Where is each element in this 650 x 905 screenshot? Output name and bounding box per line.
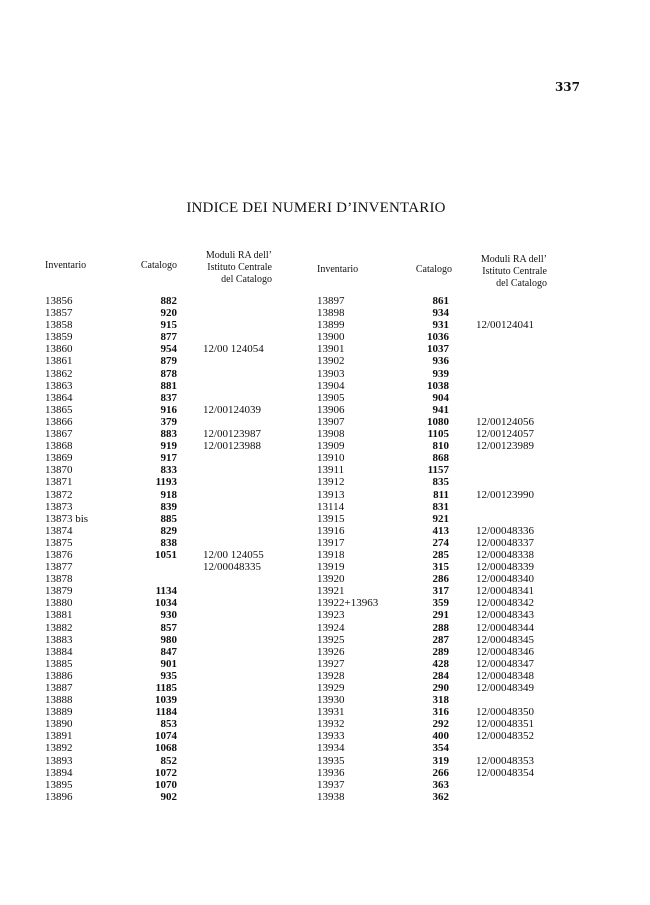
- table-row: [45, 622, 345, 634]
- catalogo-cell: 901: [160, 657, 177, 670]
- inventario-cell: 13857: [45, 307, 73, 320]
- header-catalogo: Catalogo: [140, 260, 177, 271]
- table-row: [317, 730, 617, 742]
- table-row: [45, 609, 345, 621]
- catalogo-cell: 857: [160, 621, 177, 634]
- inventario-cell: 13858: [45, 319, 73, 332]
- table-row: [317, 779, 617, 791]
- moduli-cell: 12/00048339: [476, 561, 535, 574]
- right-table-rows: [317, 295, 617, 803]
- table-row: [45, 767, 345, 779]
- table-row: [317, 609, 617, 621]
- inventario-cell: 13933: [317, 730, 345, 743]
- table-row: [317, 368, 617, 380]
- catalogo-cell: 359: [432, 597, 449, 610]
- inventario-cell: 13938: [317, 790, 345, 803]
- inventario-cell: 13864: [45, 391, 73, 404]
- catalogo-cell: 1157: [427, 464, 449, 477]
- inventario-cell: 13910: [317, 452, 345, 465]
- catalogo-cell: 1193: [155, 476, 177, 489]
- table-row: [45, 331, 345, 343]
- header-moduli-line2: Istituto Centrale: [482, 266, 547, 277]
- table-row: [317, 380, 617, 392]
- moduli-cell: 12/00124041: [476, 319, 535, 332]
- page-title: INDICE DEI NUMERI D’INVENTARIO: [186, 200, 446, 216]
- catalogo-cell: 319: [432, 754, 449, 767]
- table-row: [45, 404, 345, 416]
- moduli-cell: 12/00048335: [203, 561, 262, 574]
- inventario-cell: 13903: [317, 367, 345, 380]
- header-catalogo: Catalogo: [415, 264, 452, 275]
- inventario-cell: 13891: [45, 730, 73, 743]
- inventario-cell: 13907: [317, 415, 345, 428]
- inventario-cell: 13895: [45, 778, 73, 791]
- inventario-cell: 13874: [45, 524, 73, 537]
- table-row: [45, 549, 345, 561]
- inventario-cell: 13880: [45, 597, 73, 610]
- inventario-cell: 13888: [45, 694, 73, 707]
- inventario-cell: 13863: [45, 379, 73, 392]
- header-inventario: Inventario: [45, 260, 87, 271]
- inventario-cell: 13873 bis: [45, 512, 89, 525]
- table-row: [45, 501, 345, 513]
- inventario-cell: 13859: [45, 331, 73, 344]
- table-row: [45, 464, 345, 476]
- catalogo-cell: 837: [160, 391, 177, 404]
- catalogo-cell: 291: [432, 609, 449, 622]
- moduli-cell: 12/00048345: [476, 633, 535, 646]
- table-row: [45, 561, 345, 573]
- inventario-cell: 13890: [45, 718, 73, 731]
- table-row: [45, 694, 345, 706]
- inventario-cell: 13894: [45, 766, 73, 779]
- inventario-cell: 13937: [317, 778, 345, 791]
- inventario-cell: 13904: [317, 379, 345, 392]
- inventario-cell: 13875: [45, 536, 73, 549]
- table-row: [45, 597, 345, 609]
- inventario-cell: 13912: [317, 476, 345, 489]
- inventario-cell: 13929: [317, 682, 345, 694]
- table-row: [45, 440, 345, 452]
- table-row: [45, 573, 345, 585]
- catalogo-cell: 915: [160, 319, 177, 332]
- table-row: [45, 428, 345, 440]
- table-row: [45, 755, 345, 767]
- inventario-cell: 13936: [317, 766, 345, 779]
- header-moduli: [437, 254, 547, 290]
- catalogo-cell: 1105: [427, 428, 449, 441]
- table-row: [317, 440, 617, 452]
- table-row: [317, 513, 617, 525]
- inventario-cell: 13892: [45, 742, 73, 755]
- catalogo-cell: 362: [432, 790, 449, 803]
- table-row: [317, 561, 617, 573]
- moduli-cell: 12/00123987: [203, 428, 262, 441]
- catalogo-cell: 877: [160, 331, 177, 344]
- moduli-cell: 12/00048337: [476, 536, 535, 549]
- table-row: [317, 428, 617, 440]
- table-row: [45, 706, 345, 718]
- table-row: [317, 682, 617, 694]
- catalogo-cell: 315: [432, 561, 449, 574]
- catalogo-cell: 882: [160, 295, 177, 307]
- catalogo-cell: 413: [432, 524, 449, 537]
- table-row: [317, 706, 617, 718]
- table-row: [317, 670, 617, 682]
- table-row: [45, 392, 345, 404]
- catalogo-cell: 835: [432, 476, 449, 489]
- inventario-cell: 13935: [317, 754, 345, 767]
- inventario-cell: 13908: [317, 428, 345, 441]
- inventario-cell: 13905: [317, 391, 345, 404]
- table-row: [45, 670, 345, 682]
- inventario-cell: 13900: [317, 331, 345, 344]
- header-inventario: Inventario: [317, 264, 359, 275]
- inventario-cell: 13926: [317, 645, 345, 658]
- catalogo-cell: 839: [160, 500, 177, 513]
- inventario-cell: 13902: [317, 355, 345, 368]
- catalogo-cell: 1185: [155, 682, 177, 694]
- catalogo-cell: 1074: [155, 730, 177, 743]
- header-moduli-line1: Moduli RA dell’: [205, 250, 272, 261]
- catalogo-cell: 292: [432, 718, 449, 731]
- inventario-cell: 13927: [317, 657, 345, 670]
- moduli-cell: 12/00048349: [476, 682, 535, 694]
- inventario-cell: 13884: [45, 645, 73, 658]
- table-row: [317, 646, 617, 658]
- inventario-cell: 13860: [45, 343, 73, 356]
- inventario-cell: 13870: [45, 464, 73, 477]
- catalogo-cell: 1034: [155, 597, 177, 610]
- catalogo-cell: 885: [160, 512, 177, 525]
- catalogo-cell: 285: [432, 548, 449, 561]
- moduli-cell: 12/00 124054: [203, 343, 264, 356]
- inventario-cell: 13897: [317, 295, 345, 307]
- catalogo-cell: 284: [432, 669, 449, 682]
- moduli-cell: 12/00048350: [476, 706, 535, 719]
- header-moduli-line3: del Catalogo: [221, 274, 272, 285]
- table-row: [317, 718, 617, 730]
- table-row: [317, 392, 617, 404]
- moduli-cell: 12/00048352: [476, 730, 535, 743]
- inventario-cell: 13920: [317, 573, 345, 586]
- inventario-cell: 13878: [45, 573, 73, 586]
- moduli-cell: 12/00048341: [476, 585, 535, 598]
- table-row: [317, 476, 617, 488]
- table-row: [45, 368, 345, 380]
- catalogo-cell: 354: [432, 742, 449, 755]
- table-row: [317, 694, 617, 706]
- catalogo-cell: 810: [432, 440, 449, 453]
- inventario-cell: 13873: [45, 500, 73, 513]
- inventario-cell: 13886: [45, 669, 73, 682]
- catalogo-cell: 274: [432, 536, 449, 549]
- table-row: [45, 742, 345, 754]
- catalogo-cell: 847: [160, 645, 177, 658]
- table-row: [317, 295, 617, 307]
- inventario-cell: 13915: [317, 512, 345, 525]
- inventario-cell: 13906: [317, 403, 345, 416]
- table-row: [45, 295, 345, 307]
- table-row: [317, 549, 617, 561]
- table-row: [317, 416, 617, 428]
- catalogo-cell: 1072: [155, 766, 177, 779]
- inventario-cell: 13928: [317, 669, 345, 682]
- inventario-cell: 13865: [45, 403, 73, 416]
- table-row: [45, 513, 345, 525]
- table-row: [317, 573, 617, 585]
- catalogo-cell: 921: [432, 512, 449, 525]
- inventario-cell: 13889: [45, 706, 73, 719]
- table-row: [317, 404, 617, 416]
- table-row: [45, 343, 345, 355]
- inventario-cell: 13911: [317, 464, 345, 477]
- moduli-cell: 12/00123990: [476, 488, 535, 501]
- catalogo-cell: 318: [432, 694, 449, 707]
- table-row: [317, 343, 617, 355]
- table-row: [45, 416, 345, 428]
- catalogo-cell: 980: [160, 633, 177, 646]
- inventario-cell: 13861: [45, 355, 73, 368]
- catalogo-cell: 919: [160, 440, 177, 453]
- right-table-header: [317, 250, 617, 290]
- inventario-cell: 13883: [45, 633, 73, 646]
- catalogo-cell: 868: [432, 452, 449, 465]
- moduli-cell: 12/00048342: [476, 597, 535, 610]
- catalogo-cell: 918: [160, 488, 177, 501]
- moduli-cell: 12/00048336: [476, 524, 535, 537]
- moduli-cell: 12/00048347: [476, 657, 535, 670]
- table-row: [317, 767, 617, 779]
- table-row: [317, 355, 617, 367]
- catalogo-cell: 879: [160, 355, 177, 368]
- catalogo-cell: 289: [432, 645, 449, 658]
- catalogo-cell: 811: [433, 488, 449, 501]
- catalogo-cell: 934: [432, 307, 449, 320]
- table-row: [45, 476, 345, 488]
- inventario-cell: 13887: [45, 682, 73, 694]
- moduli-cell: 12/00048348: [476, 669, 535, 682]
- inventario-cell: 13922+13963: [317, 597, 379, 610]
- inventario-cell: 13871: [45, 476, 73, 489]
- header-moduli-line3: del Catalogo: [496, 278, 547, 289]
- catalogo-cell: 1134: [155, 585, 177, 598]
- inventario-cell: 13909: [317, 440, 345, 453]
- table-row: [317, 622, 617, 634]
- catalogo-cell: 1068: [155, 742, 177, 755]
- inventario-cell: 13869: [45, 452, 73, 465]
- table-row: [317, 464, 617, 476]
- header-moduli-line2: Istituto Centrale: [207, 262, 272, 273]
- table-row: [317, 791, 617, 803]
- table-row: [45, 730, 345, 742]
- inventario-cell: 13917: [317, 536, 345, 549]
- catalogo-cell: 288: [432, 621, 449, 634]
- inventario-cell: 13918: [317, 548, 345, 561]
- catalogo-cell: 861: [432, 295, 449, 307]
- table-row: [45, 791, 345, 803]
- header-moduli-line1: Moduli RA dell’: [480, 254, 547, 265]
- inventario-cell: 13916: [317, 524, 345, 537]
- catalogo-cell: 379: [160, 415, 177, 428]
- moduli-cell: 12/00124057: [476, 428, 535, 441]
- moduli-cell: 12/00048340: [476, 573, 535, 586]
- catalogo-cell: 878: [160, 367, 177, 380]
- moduli-cell: 12/00048338: [476, 548, 535, 561]
- catalogo-cell: 883: [160, 428, 177, 441]
- catalogo-cell: 286: [432, 573, 449, 586]
- catalogo-cell: 931: [432, 319, 449, 332]
- catalogo-cell: 1080: [427, 415, 449, 428]
- inventario-cell: 13872: [45, 488, 73, 501]
- table-row: [45, 634, 345, 646]
- moduli-cell: 12/00 124055: [203, 548, 264, 561]
- catalogo-cell: 266: [432, 766, 449, 779]
- moduli-cell: 12/00048344: [476, 621, 535, 634]
- inventario-cell: 13934: [317, 742, 345, 755]
- inventario-cell: 13876: [45, 548, 73, 561]
- catalogo-cell: 400: [432, 730, 449, 743]
- catalogo-cell: 930: [160, 609, 177, 622]
- inventario-cell: 13932: [317, 718, 345, 731]
- catalogo-cell: 1038: [427, 379, 449, 392]
- inventario-cell: 13893: [45, 754, 73, 767]
- page-number: 337: [554, 80, 580, 94]
- table-row: [317, 525, 617, 537]
- catalogo-cell: 838: [160, 536, 177, 549]
- left-table-header: [45, 250, 345, 290]
- inventario-cell: 13925: [317, 633, 345, 646]
- catalogo-cell: 1184: [155, 706, 177, 719]
- table-row: [45, 718, 345, 730]
- inventario-cell: 13856: [45, 295, 73, 307]
- catalogo-cell: 1037: [427, 343, 449, 356]
- table-row: [317, 742, 617, 754]
- moduli-cell: 12/00123988: [203, 440, 262, 453]
- catalogo-cell: 954: [160, 343, 177, 356]
- catalogo-cell: 1070: [155, 778, 177, 791]
- catalogo-cell: 1036: [427, 331, 449, 344]
- inventario-cell: 13924: [317, 621, 345, 634]
- header-moduli: [162, 250, 272, 286]
- catalogo-cell: 290: [432, 682, 449, 694]
- catalogo-cell: 936: [432, 355, 449, 368]
- table-row: [317, 597, 617, 609]
- table-row: [45, 307, 345, 319]
- catalogo-cell: 881: [160, 379, 177, 392]
- catalogo-cell: 1039: [155, 694, 177, 707]
- inventario-cell: 13921: [317, 585, 345, 598]
- left-table-rows: [45, 295, 345, 803]
- table-row: [317, 537, 617, 549]
- table-row: [45, 646, 345, 658]
- inventario-cell: 13114: [317, 500, 345, 513]
- inventario-cell: 13913: [317, 488, 345, 501]
- table-row: [45, 779, 345, 791]
- table-row: [317, 319, 617, 331]
- table-row: [317, 585, 617, 597]
- right-index-column: [317, 250, 617, 803]
- catalogo-cell: 829: [160, 524, 177, 537]
- catalogo-cell: 920: [160, 307, 177, 320]
- inventario-cell: 13923: [317, 609, 345, 622]
- catalogo-cell: 917: [160, 452, 177, 465]
- table-row: [45, 585, 345, 597]
- catalogo-cell: 904: [432, 391, 449, 404]
- catalogo-cell: 428: [432, 657, 449, 670]
- moduli-cell: 12/00048343: [476, 609, 535, 622]
- inventario-cell: 13896: [45, 790, 73, 803]
- table-row: [45, 489, 345, 501]
- inventario-cell: 13866: [45, 415, 73, 428]
- table-row: [45, 355, 345, 367]
- inventario-cell: 13901: [317, 343, 345, 356]
- catalogo-cell: 833: [160, 464, 177, 477]
- table-row: [317, 634, 617, 646]
- moduli-cell: 12/00048346: [476, 645, 535, 658]
- moduli-cell: 12/00123989: [476, 440, 535, 453]
- inventario-cell: 13898: [317, 307, 345, 320]
- table-row: [317, 452, 617, 464]
- table-row: [317, 331, 617, 343]
- inventario-cell: 13879: [45, 585, 73, 598]
- table-row: [45, 537, 345, 549]
- catalogo-cell: 935: [160, 669, 177, 682]
- catalogo-cell: 939: [432, 367, 449, 380]
- table-row: [317, 755, 617, 767]
- inventario-cell: 13899: [317, 319, 345, 332]
- inventario-cell: 13868: [45, 440, 73, 453]
- inventario-cell: 13919: [317, 561, 345, 574]
- moduli-cell: 12/00048351: [476, 718, 535, 731]
- table-row: [45, 658, 345, 670]
- inventario-cell: 13930: [317, 694, 345, 707]
- table-row: [317, 307, 617, 319]
- table-row: [317, 501, 617, 513]
- catalogo-cell: 941: [432, 403, 449, 416]
- catalogo-cell: 852: [160, 754, 177, 767]
- catalogo-cell: 916: [160, 403, 177, 416]
- table-row: [45, 380, 345, 392]
- table-row: [317, 658, 617, 670]
- inventario-cell: 13885: [45, 657, 73, 670]
- table-row: [45, 525, 345, 537]
- catalogo-cell: 902: [160, 790, 177, 803]
- catalogo-cell: 853: [160, 718, 177, 731]
- table-row: [317, 489, 617, 501]
- table-row: [45, 319, 345, 331]
- table-row: [45, 682, 345, 694]
- moduli-cell: 12/00124056: [476, 415, 535, 428]
- inventario-cell: 13931: [317, 706, 345, 719]
- inventario-cell: 13862: [45, 367, 73, 380]
- catalogo-cell: 287: [432, 633, 449, 646]
- moduli-cell: 12/00124039: [203, 403, 262, 416]
- inventario-cell: 13881: [45, 609, 73, 622]
- catalogo-cell: 831: [432, 500, 449, 513]
- catalogo-cell: 317: [432, 585, 449, 598]
- catalogo-cell: 1051: [155, 548, 177, 561]
- inventario-cell: 13877: [45, 561, 73, 574]
- moduli-cell: 12/00048353: [476, 754, 535, 767]
- table-row: [45, 452, 345, 464]
- catalogo-cell: 316: [432, 706, 449, 719]
- inventario-cell: 13882: [45, 621, 73, 634]
- inventario-cell: 13867: [45, 428, 73, 441]
- moduli-cell: 12/00048354: [476, 766, 535, 779]
- catalogo-cell: 363: [432, 778, 449, 791]
